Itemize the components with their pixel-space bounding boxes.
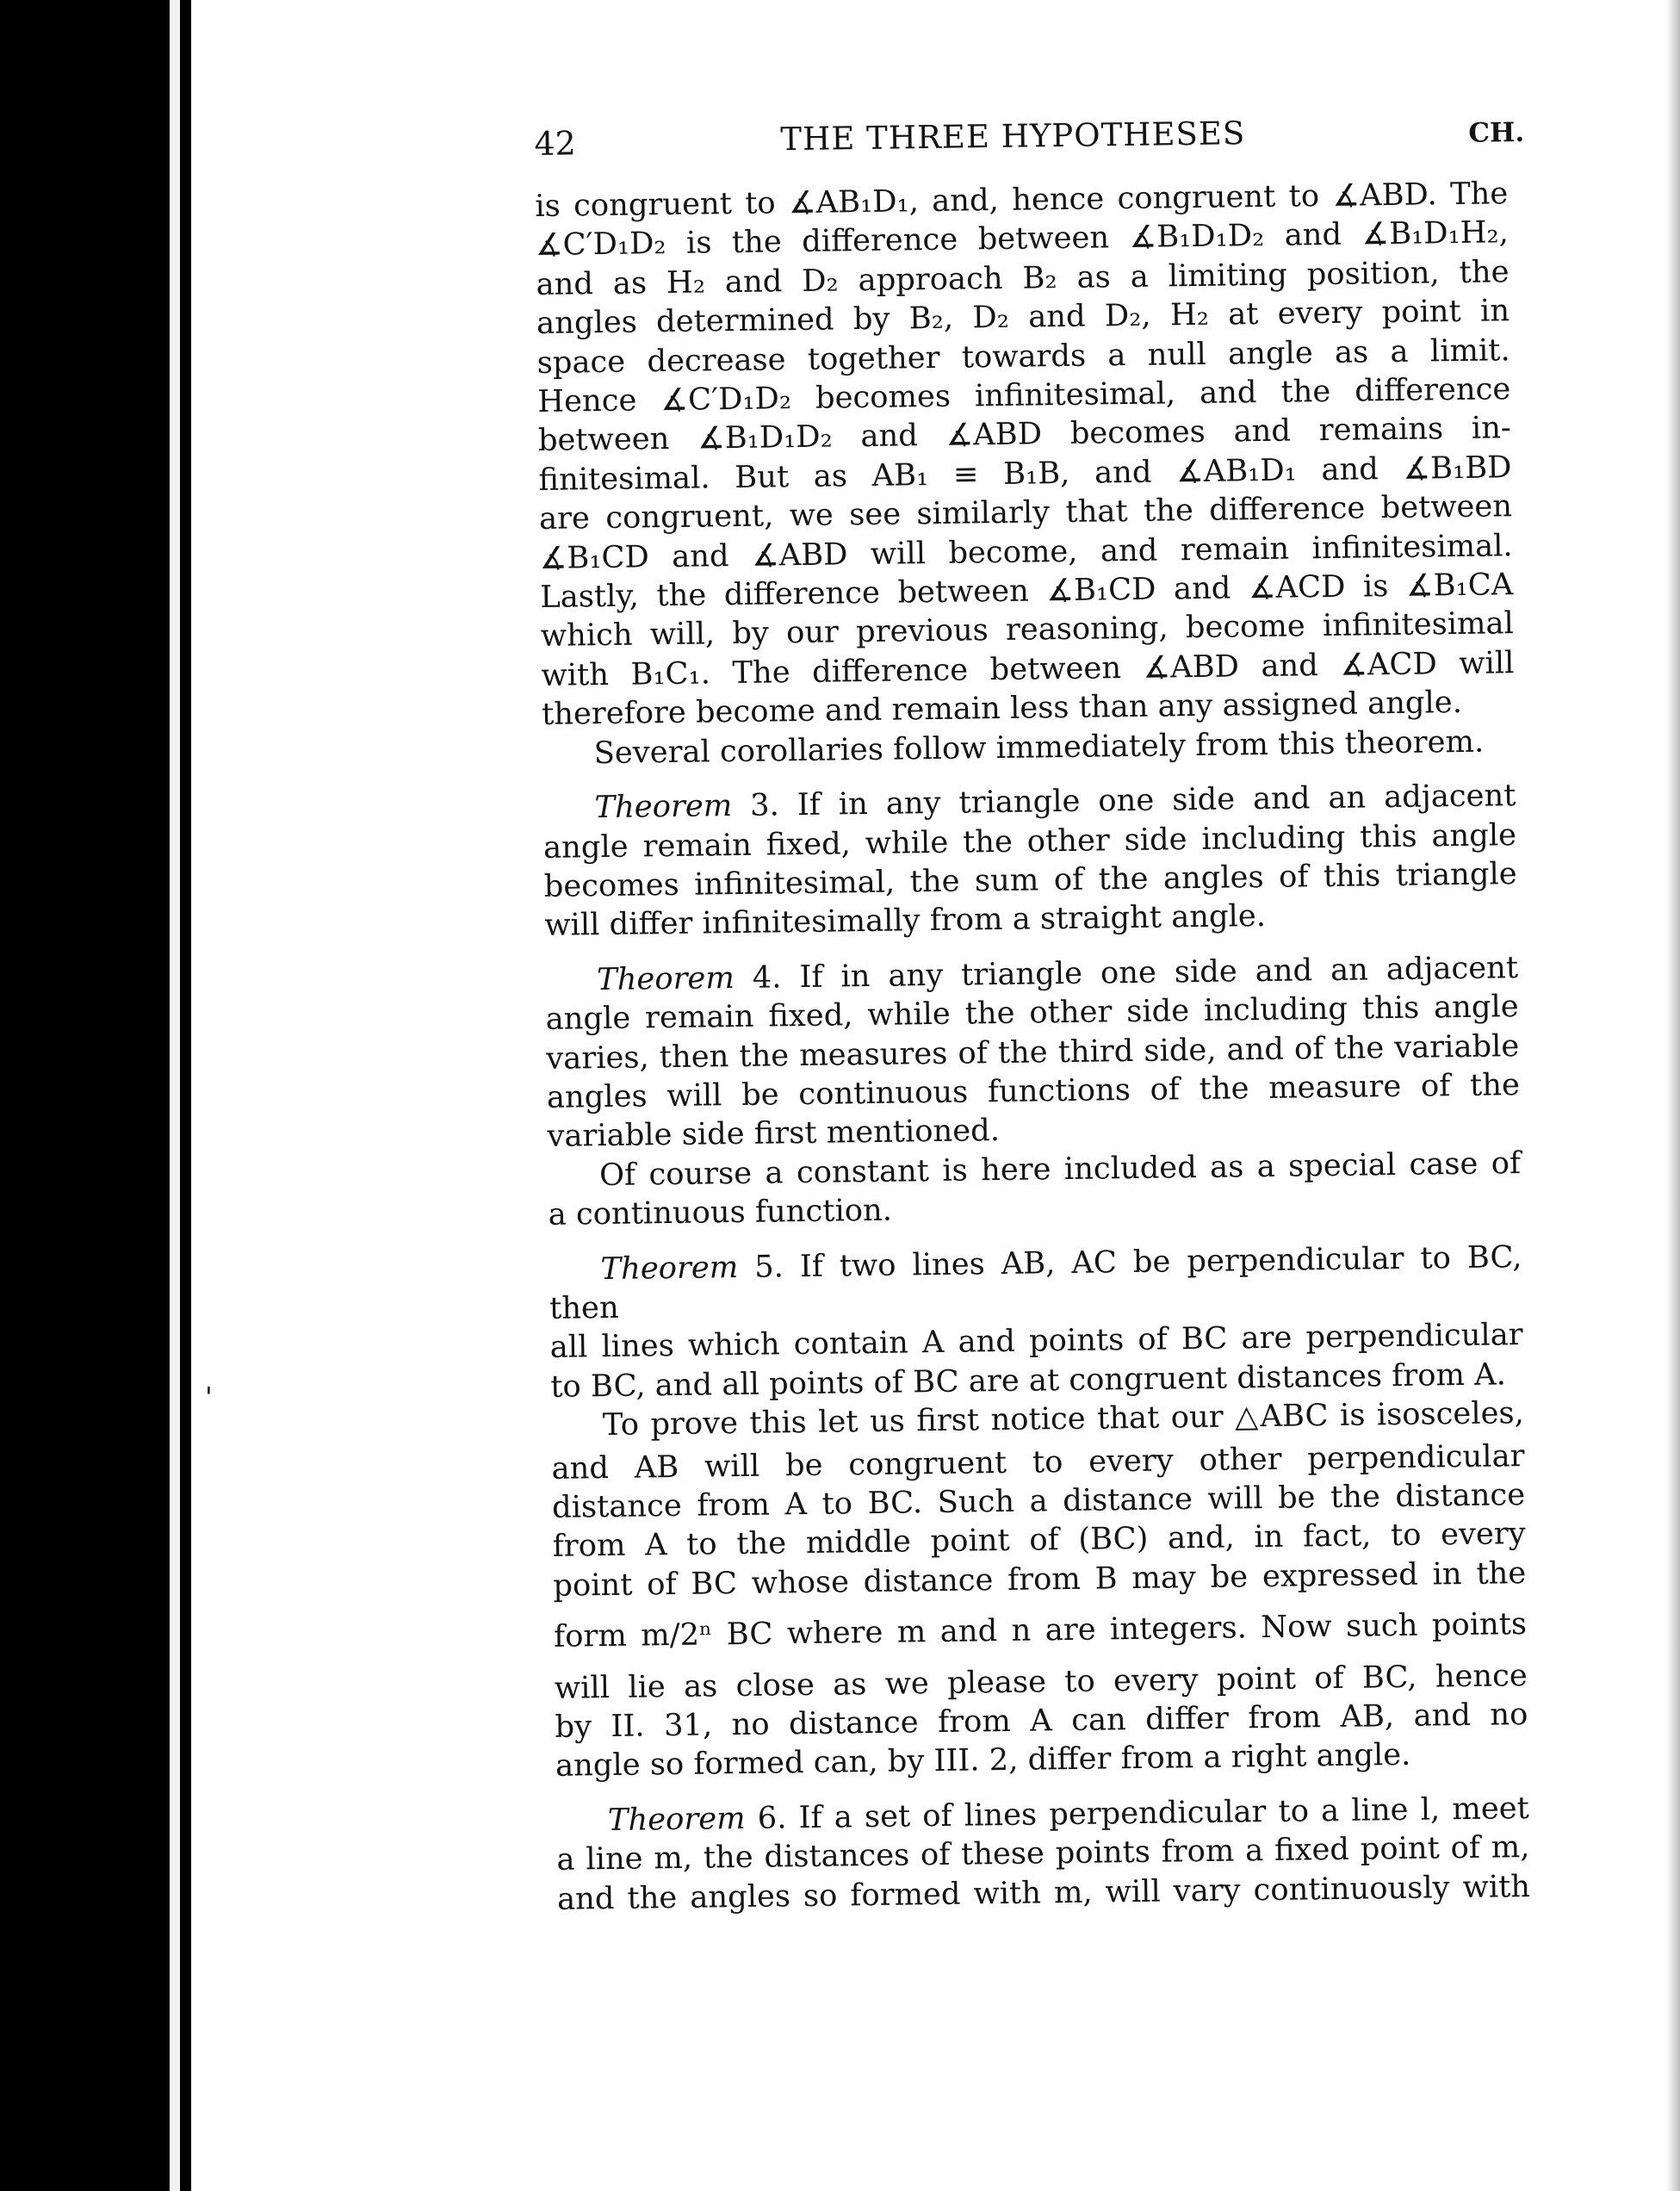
proof-paragraph <box>551 1393 1529 1785</box>
text-line: distance from A to BC. Such a distance will be the distance <box>551 1477 1526 1525</box>
scan-page-edge <box>1666 0 1680 2191</box>
text-line: all lines which contain A and points of BC are perpendicular <box>549 1317 1523 1366</box>
text-line: by II. 31, no distance from A can differ from AB, and no <box>555 1697 1528 1745</box>
text-line: angles determined by B₂, D₂ and D₂, H₂ at every point in <box>536 293 1510 342</box>
text-line: with B₁C₁. The difference between ∡ABD and ∡ACD will <box>541 645 1515 693</box>
text-line: angle remain fixed, while the other side including this angle <box>542 816 1517 866</box>
text-line: angles will be continuous functions of the measure of the <box>546 1067 1521 1115</box>
text-line: and AB will be congruent to every other perpendicular <box>551 1437 1525 1487</box>
text-line: are congruent, we see similarly that the difference between <box>538 488 1513 537</box>
text-line: and as H₂ and D₂ approach B₂ as a limiting position, the <box>536 254 1510 302</box>
theorem-4 <box>545 948 1521 1157</box>
text-line: angle remain fixed, while the other side including this angle <box>545 989 1519 1038</box>
text-line: angle so formed can, by III. 2, differ from a right angle. <box>555 1737 1411 1784</box>
text-line: variable side first mentioned. <box>547 1113 1001 1155</box>
scan-binding-edge <box>0 0 191 2191</box>
running-head <box>534 103 1525 168</box>
theorem-text: 4. If in any triangle one side and an adjacent <box>752 949 1519 996</box>
text-line: and the angles so formed with m, will vary continuously with <box>556 1868 1531 1917</box>
text-line: between ∡B₁D₁D₂ and ∡ABD becomes and remains in- <box>537 410 1512 459</box>
theorem-label: Theorem <box>594 788 733 826</box>
theorem-text: 6. If a set of lines perpendicular to a line l, meet <box>757 1790 1530 1836</box>
text-line: form m/2ⁿ BC where m and n are integers. Now such points <box>553 1606 1528 1655</box>
text-line: ∡C′D₁D₂ is the difference between ∡B₁D₁D₂ and ∡B₁D₁H₂, <box>535 214 1510 264</box>
text-line: point of BC whose distance from B may be expressed in the <box>553 1555 1527 1604</box>
text-line: Hence ∡C′D₁D₂ becomes infinitesimal, and the difference <box>537 371 1511 420</box>
scan-binding-gap <box>170 0 180 2191</box>
running-title: THE THREE HYPOTHESES <box>780 115 1246 158</box>
text-line: ∡B₁CD and ∡ABD will become, and remain infinitesimal. <box>539 527 1513 576</box>
paragraph <box>548 1144 1522 1235</box>
theorem-text: 5. If two lines AB, AC be perpendicular to BC, then <box>549 1238 1522 1326</box>
text-line: Lastly, the difference between ∡B₁CD and ∡ACD is ∡B₁CA <box>540 567 1514 616</box>
text-line: will differ infinitesimally from a straight angle. <box>544 898 1267 944</box>
stray-mark: ' <box>205 1381 213 1413</box>
text-line: will lie as close as we please to every point of BC, hence <box>554 1657 1528 1706</box>
text-line <box>549 1238 1522 1329</box>
text-line: therefore become and remain less than any assigned angle. <box>541 685 1463 733</box>
text-line: varies, then the measures of the third side, and of the variable <box>546 1027 1520 1077</box>
chapter-mark: CH. <box>1468 116 1525 149</box>
text-line: is congruent to ∡AB₁D₁, and, hence congruent to ∡ABD. The <box>535 176 1509 224</box>
text-line: space decrease together towards a null angle as a limit. <box>536 332 1510 381</box>
text-line: to BC, and all points of BC are at congruent distances from A. <box>550 1356 1507 1405</box>
theorem-6 <box>556 1789 1531 1919</box>
paragraph <box>535 174 1515 734</box>
theorem-3 <box>542 776 1517 945</box>
page-number: 42 <box>534 124 577 163</box>
text-line: Several corollaries follow immediately from this theorem. <box>593 723 1485 771</box>
theorem-text: 3. If in any triangle one side and an adjacent <box>749 778 1516 823</box>
theorem-5 <box>549 1238 1523 1406</box>
text-line: finitesimal. But as AB₁ ≡ B₁B, and ∡AB₁D₁ and ∡B₁BD <box>538 450 1512 498</box>
text-line: a line m, the distances of these points from a fixed point of m, <box>556 1829 1530 1878</box>
theorem-label: Theorem <box>607 1800 746 1838</box>
text-line: becomes infinitesimal, the sum of the angles of this triangle <box>543 856 1517 904</box>
book-page <box>534 103 1530 1919</box>
text-line: To prove this let us first notice that our △ABC is isosceles, <box>602 1395 1525 1443</box>
text-line: a continuous function. <box>548 1192 893 1233</box>
theorem-label: Theorem <box>600 1249 739 1287</box>
theorem-label: Theorem <box>596 959 735 997</box>
text-line: from A to the middle point of (BC) and, in fact, to every <box>552 1516 1526 1565</box>
text-line: which will, by our previous reasoning, become infinitesimal <box>540 605 1515 655</box>
text-line: Of course a constant is here included as a special case of <box>598 1145 1522 1193</box>
